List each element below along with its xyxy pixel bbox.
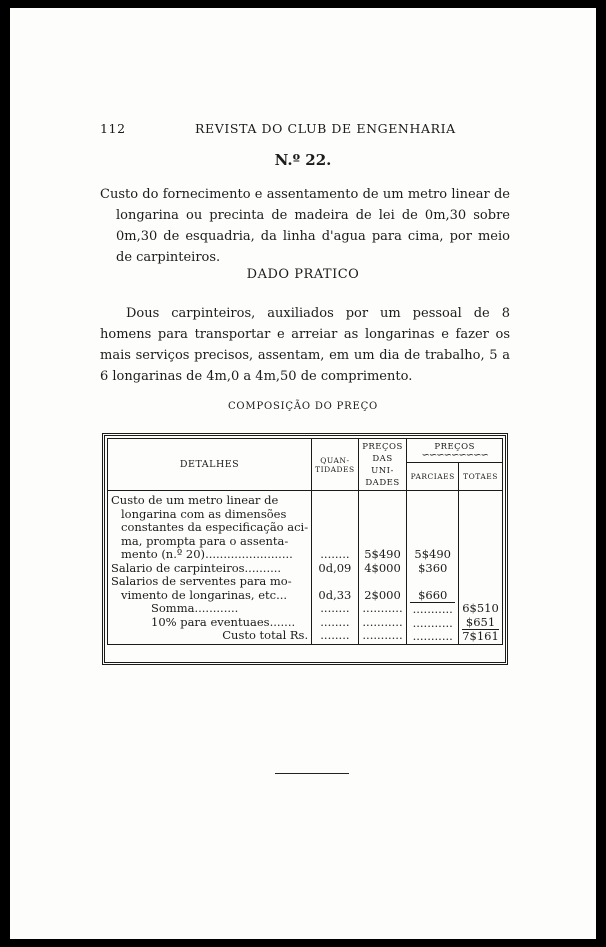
- somma-label: Somma............: [151, 602, 239, 615]
- col-header-parciaes: PARCIAES: [407, 463, 459, 491]
- table-caption: COMPOSIÇÃO DO PREÇO: [227, 401, 379, 412]
- item3-line: vimento de longarinas, etc...: [121, 588, 288, 602]
- item1-line: Custo de um metro linear de: [111, 494, 279, 507]
- item3-unit-price: 2$000: [364, 588, 401, 602]
- col-header-precos: [407, 439, 503, 463]
- item2-unit-price: 4$000: [364, 561, 401, 575]
- col-header-detalhes: DETALHES: [108, 439, 312, 491]
- precos-unidades-cell: 5$490 4$000 2$000 ........... ........... ...........: [358, 491, 407, 645]
- price-composition-table: [107, 438, 503, 645]
- item1-line: ma, prompta para o assenta-: [121, 534, 289, 548]
- item1-line: longarina com as dimensões: [121, 507, 287, 521]
- totaes-cell: [459, 491, 503, 645]
- col-header-totaes: TOTAES: [459, 463, 503, 491]
- item-number: N.º 22.: [274, 151, 332, 169]
- journal-title: REVISTA DO CLUB DE ENGENHARIA: [195, 121, 456, 136]
- col-header-precos-label: PREÇOS: [434, 441, 475, 452]
- item1-line: constantes da especificação aci-: [121, 521, 309, 534]
- section-title: DADO PRATICO: [246, 267, 360, 282]
- table-row: [108, 491, 503, 645]
- body-paragraph-text: Dous carpinteiros, auxiliados por um pessoal de 8 homens para transportar e arreiar as longarinas e fazer os mais serviços precisos, assentam, em um dia de trabalho, 5 a 6 longarinas de 4m,0 a 4m,50 de comprimento.: [100, 306, 510, 384]
- custo-total-label: Custo total Rs.: [222, 629, 309, 642]
- col-header-precos-unidades: PREÇOS DAS UNI-DADES: [358, 439, 407, 491]
- item1-line: mento (n.º 20)........................: [121, 548, 293, 561]
- item2-label: Salario de carpinteiros..........: [111, 561, 282, 575]
- parciaes-cell: 5$490 $360 $660 ........... ........... ...........: [407, 491, 459, 645]
- item1-partial: 5$490: [414, 548, 451, 561]
- item-description: [100, 184, 510, 268]
- item3-qty: 0d,33: [318, 588, 352, 602]
- col-header-quantidades: QUAN-TIDADES: [312, 439, 359, 491]
- item3-partial: $660: [410, 589, 455, 604]
- eventuaes-total: $651: [462, 616, 499, 631]
- eventuaes-label: 10% para eventuaes.......: [151, 615, 296, 629]
- document-page: [10, 8, 596, 939]
- closing-rule: [275, 773, 349, 774]
- item2-partial: $360: [418, 561, 448, 575]
- item-description-text: Custo do fornecimento e assentamento de um metro linear de longarina ou precinta de madeira de lei de 0m,30 sobre 0m,30 de esquadria, da linha d'agua para cima, por meio de carpinteiros.: [100, 187, 510, 265]
- brace-ornament: ∽∽∽∽∽∽∽∽∽: [421, 449, 488, 461]
- body-paragraph: [100, 303, 510, 387]
- item1-unit-price: 5$490: [364, 548, 401, 561]
- page-number: 112: [100, 121, 126, 136]
- detalhes-cell: [108, 491, 312, 645]
- price-composition-table-frame: [102, 433, 508, 665]
- custo-total-value: 7$161: [462, 630, 499, 643]
- quantidades-cell: ........ 0d,09 0d,33 ........ ........ ........: [312, 491, 359, 645]
- item3-line: Salarios de serventes para mo-: [111, 575, 292, 588]
- somma-total: 6$510: [462, 602, 499, 615]
- item2-qty: 0d,09: [318, 561, 352, 575]
